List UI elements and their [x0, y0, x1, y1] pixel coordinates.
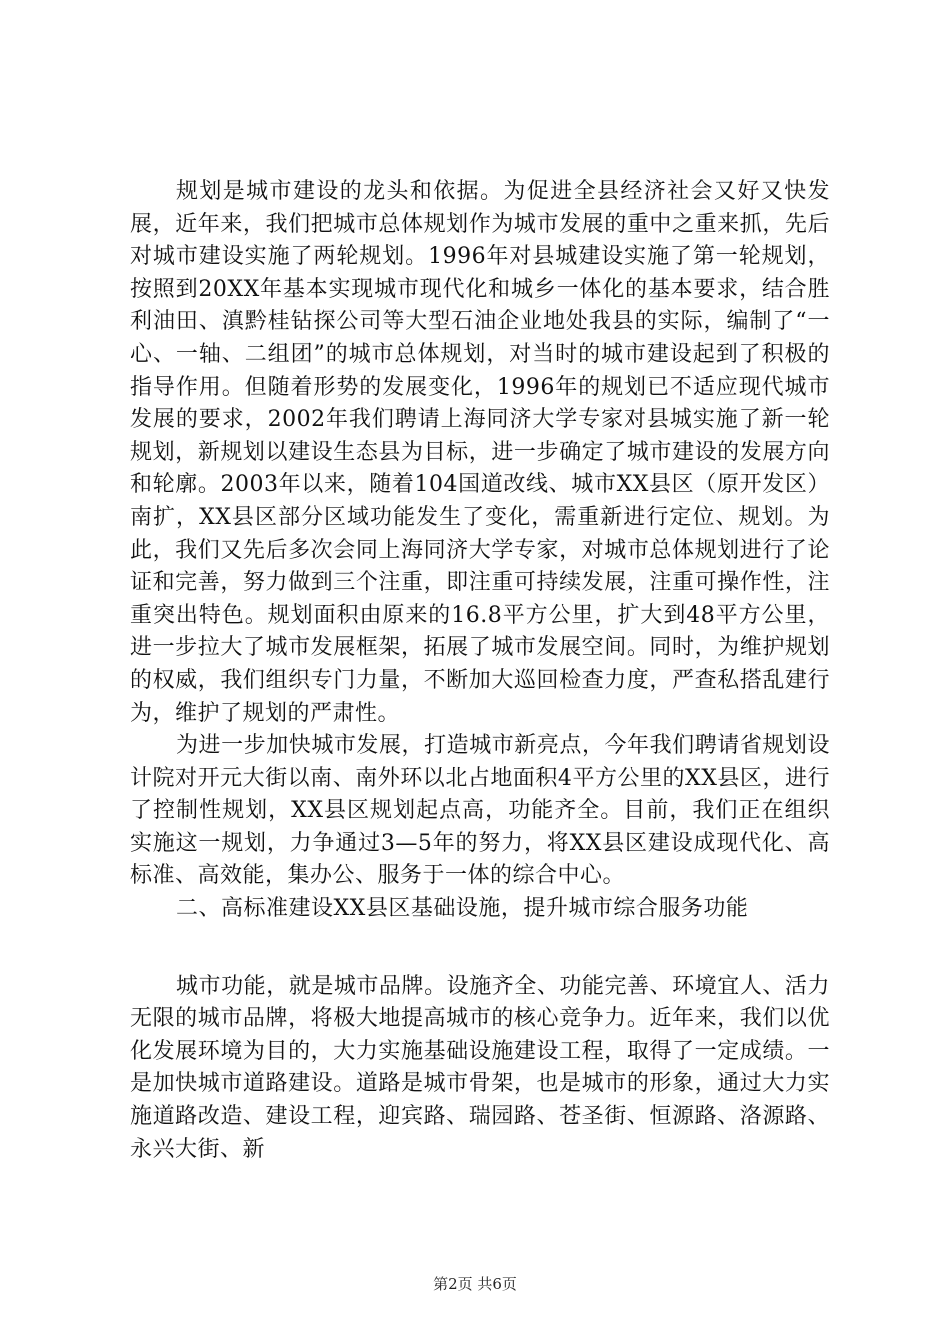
section-heading: 二、高标准建设XX县区基础设施，提升城市综合服务功能: [176, 896, 749, 922]
section-spacer: [130, 926, 830, 971]
paragraph-planning: 规划是城市建设的龙头和依据。为促进全县经济社会又好又快发展，近年来，我们把城市总体规划作为城市发展的重中之重来抓，先后对城市建设实施了两轮规划。1996年对县城建设实施了第一轮规划，按照到20XX年基本实现城市现代化和城乡一体化的基本要求，结合胜利油田、滇黔桂钻探公司等大型石油企业地处我县的实际，编制了“一心、一轴、二组团”的城市总体规划，对当时的城市建设起到了积极的指导作用。但随着形势的发展变化，1996年的规划已不适应现代城市发展的要求，2002年我们聘请上海同济大学专家对县城实施了新一轮规划，新规划以建设生态县为目标，进一步确定了城市建设的发展方向和轮廓。2003年以来，随着104国道改线、城市XX县区（原开发区）南扩，XX县区部分区域功能发生了变化，需重新进行定位、规划。为此，我们又先后多次会同上海同济大学专家，对城市总体规划进行了论证和完善，努力做到三个注重，即注重可持续发展，注重可操作性，注重突出特色。规划面积由原来的16.8平方公里，扩大到48平方公里，进一步拉大了城市发展框架，拓展了城市发展空间。同时，为维护规划的权威，我们组织专门力量，不断加大巡回检查力度，严查私搭乱建行为，维护了规划的严肃性。: [130, 179, 830, 726]
paragraph-city-function: 城市功能，就是城市品牌。设施齐全、功能完善、环境宜人、活力无限的城市品牌，将极大地提高城市的核心竞争力。近年来，我们以优化发展环境为目的，大力实施基础设施建设工程，取得了一定成绩。一是加快城市道路建设。道路是城市骨架，也是城市的形象，通过大力实施道路改造、建设工程，迎宾路、瑞园路、苍圣街、恒源路、洛源路、永兴大街、新: [130, 973, 830, 1162]
page-number-footer: 第2页 共6页: [433, 1275, 517, 1293]
document-body: [130, 176, 830, 1166]
paragraph-new-district: 为进一步加快城市发展，打造城市新亮点，今年我们聘请省规划设计院对开元大街以南、南外环以北占地面积4平方公里的XX县区，进行了控制性规划，XX县区规划起点高，功能齐全。目前，我们正在组织实施这一规划，力争通过3—5年的努力，将XX县区建设成现代化、高标准、高效能，集办公、服务于一体的综合中心。: [130, 733, 830, 889]
